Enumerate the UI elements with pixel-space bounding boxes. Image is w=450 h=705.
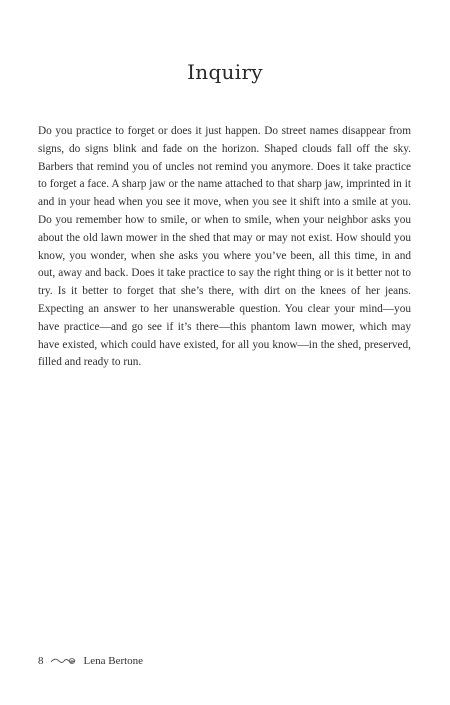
scroll-flourish-icon	[50, 656, 78, 666]
author-name: Lena Bertone	[83, 655, 144, 667]
page-title: Inquiry	[187, 60, 263, 84]
page-footer	[38, 655, 143, 667]
page-number: 8	[38, 655, 44, 667]
prose-paragraph: Do you practice to forget or does it just happen. Do street names disappear from signs, do signs blink and fade on the horizon. Shaped clouds fall off the sky. Barbers that remind you of uncles not remind you anymore. Does it take practice to forget a face. A sharp jaw or the name attached to that sharp jaw, imprinted in it and in your head when you see it move, when you see it shift into a smile at you. Do you remember how to smile, or when to smile, when your neighbor asks you about the old lawn mower in the shed that may or may not exist. How should you know, you wonder, when she asks you where you’ve been, all this time, in and out, away and back. Does it take practice to say the right thing or is it better not to try. Is it better to forget that she’s there, with dirt on the knees of her jeans. Expecting an answer to her unanswerable question. You clear your mind—you have practice—and go see if it’s there—this phantom lawn mower, which may have existed, which could have existed, for all you know—in the shed, preserved, filled and ready to run.	[38, 125, 411, 369]
